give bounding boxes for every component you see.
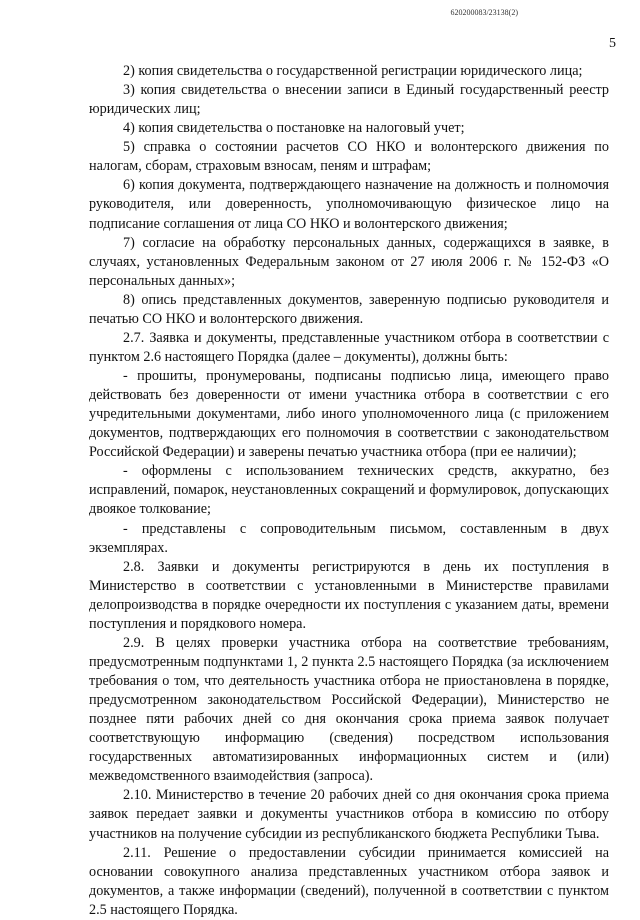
paragraph-item-4: 4) копия свидетельства о постановке на налоговый учет;: [123, 120, 465, 137]
paragraph-2-10: 2.10. Министерство в течение 20 рабочих дней со дня окончания срока приема заявок передает заявки и документы участников отбора в комиссию по отбору участников на получение субсидии из республиканского бюджета Республики Тыва.: [89, 787, 609, 842]
paragraph-item-5: 5) справка о состоянии расчетов СО НКО и волонтерского движения по налогам, сборам, страховым взносам, пеням и штрафам;: [89, 139, 609, 175]
paragraph-item-2: 2) копия свидетельства о государственной регистрации юридического лица;: [123, 63, 583, 79]
paragraph-item-6: 6) копия документа, подтверждающего назначение на должность и полномочия руководителя, или доверенность, уполномочивающую физическое лицо на подписание соглашения от лица СО НКО и волонтерского движения;: [89, 177, 609, 232]
paragraph-bullet-formatted: - оформлены с использованием технических средств, аккуратно, без исправлений, помарок, неустановленных сокращений и формулировок, допускающих двоякое толкование;: [89, 463, 609, 518]
paragraph-item-8: 8) опись представленных документов, заверенную подписью руководителя и печатью СО НКО и волонтерского движения.: [89, 291, 609, 327]
paragraph-2-11: 2.11. Решение о предоставлении субсидии принимается комиссией на основании совокупного анализа представленных участником отбора заявок и документов, а также информации (сведений), полученной в соответствии с пунктом 2.5 настоящего Порядка.: [89, 844, 609, 918]
document-body: [89, 62, 609, 920]
document-code: 620200083/23138(2): [450, 8, 518, 17]
paragraph-item-7: 7) согласие на обработку персональных данных, содержащихся в заявке, в случаях, установленных Федеральным законом от 27 июля 2006 г. № 152-ФЗ «О персональных данных»;: [89, 234, 609, 289]
paragraph-2-7: 2.7. Заявка и документы, представленные участником отбора в соответствии с пунктом 2.6 настоящего Порядка (далее – документы), должны быть:: [89, 329, 609, 365]
paragraph-item-3: 3) копия свидетельства о внесении записи в Единый государственный реестр юридических лиц;: [89, 82, 609, 118]
paragraph-bullet-stitched: - прошиты, пронумерованы, подписаны подписью лица, имеющего право действовать без доверенности от имени участника отбора в соответствии с его учредительными документами, либо иного уполномоченного лица (с приложением документов, подтверждающих его полномочия в соответствии с законодательством Российской Федерации) и заверены печатью участника отбора (при ее наличии);: [89, 368, 609, 461]
page-number: 5: [609, 36, 616, 51]
paragraph-bullet-cover-letter: - представлены с сопроводительным письмом, составленным в двух экземплярах.: [89, 520, 609, 556]
paragraph-2-9: 2.9. В целях проверки участника отбора на соответствие требованиям, предусмотренным подпунктами 1, 2 пункта 2.5 настоящего Порядка (за исключением требования о том, что деятельность участника отбора не приостановлена в порядке, предусмотренном законодательством Российской Федерации), Министерство не позднее пяти рабочих дней со дня окончания срока приема заявок получает соответствующую информацию (сведения) посредством использования государственных автоматизированных информационных систем и (или) межведомственного взаимодействия (запроса).: [89, 634, 609, 785]
paragraph-2-8: 2.8. Заявки и документы регистрируются в день их поступления в Министерство в соответствии с установленными в Министерстве правилами делопроизводства в порядке очередности их поступления с указанием даты, времени поступления и порядкового номера.: [89, 558, 609, 632]
